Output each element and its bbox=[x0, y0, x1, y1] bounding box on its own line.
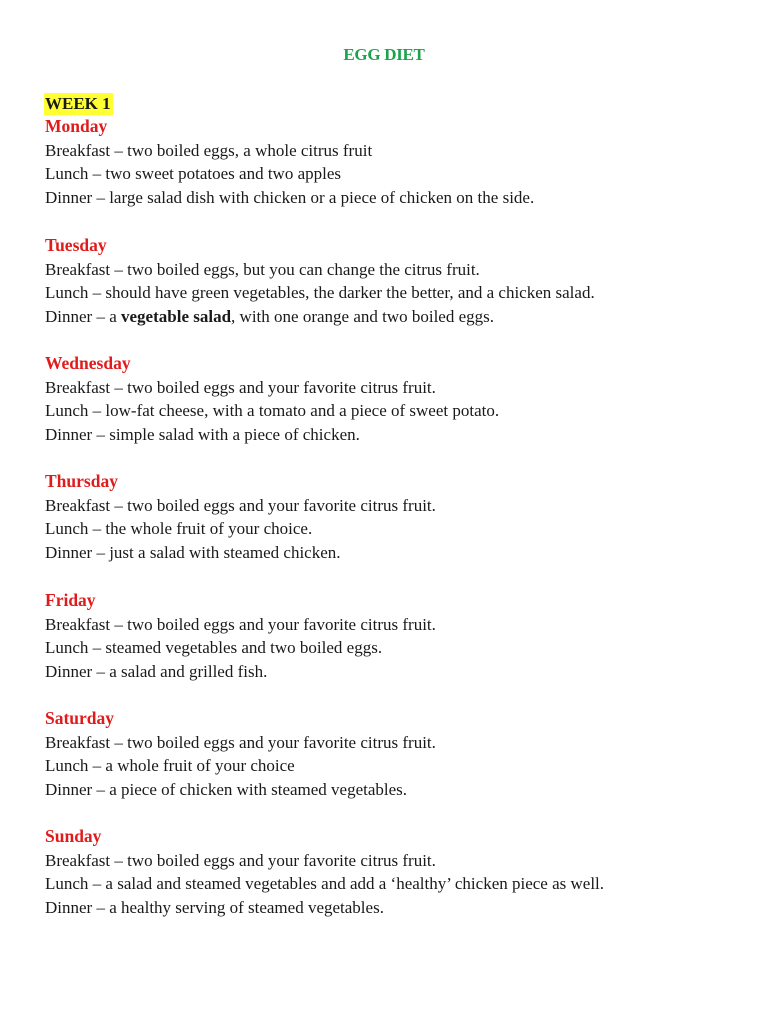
dinner-suffix: , with one orange and two boiled eggs. bbox=[231, 306, 495, 326]
day-section-monday bbox=[45, 115, 745, 209]
day-heading: Friday bbox=[45, 590, 96, 610]
day-heading: Wednesday bbox=[45, 353, 131, 373]
day-heading: Thursday bbox=[45, 471, 118, 491]
lunch-line: Lunch – the whole fruit of your choice. bbox=[45, 519, 313, 538]
day-section-sunday bbox=[45, 825, 745, 919]
lunch-line: Lunch – low-fat cheese, with a tomato and a piece of sweet potato. bbox=[45, 401, 500, 420]
breakfast-line: Breakfast – two boiled eggs and your favorite citrus fruit. bbox=[45, 377, 436, 397]
day-section-tuesday bbox=[45, 234, 745, 328]
day-heading: Monday bbox=[45, 116, 108, 136]
breakfast-line: Breakfast – two boiled eggs and your favorite citrus fruit. bbox=[45, 850, 436, 870]
day-heading: Saturday bbox=[45, 708, 115, 728]
breakfast-line: Breakfast – two boiled eggs and your favorite citrus fruit. bbox=[45, 732, 436, 752]
dinner-emphasis: vegetable salad bbox=[121, 306, 232, 326]
dinner-prefix: Dinner – a bbox=[45, 306, 122, 326]
day-section-friday bbox=[45, 589, 745, 683]
breakfast-line: Breakfast – two boiled eggs, but you can change the citrus fruit. bbox=[45, 259, 480, 279]
dinner-line: Dinner – just a salad with steamed chicken. bbox=[45, 542, 341, 562]
dinner-line: Dinner – large salad dish with chicken or a piece of chicken on the side. bbox=[45, 187, 535, 207]
day-section-thursday bbox=[45, 470, 745, 564]
breakfast-line: Breakfast – two boiled eggs and your favorite citrus fruit. bbox=[45, 495, 436, 515]
dinner-line: Dinner – a piece of chicken with steamed vegetables. bbox=[45, 779, 408, 799]
dinner-line: Dinner – simple salad with a piece of chicken. bbox=[45, 424, 360, 444]
dinner-line bbox=[45, 305, 745, 329]
lunch-line: Lunch – should have green vegetables, the darker the better, and a chicken salad. bbox=[45, 283, 595, 302]
day-section-saturday bbox=[45, 707, 745, 801]
day-heading: Tuesday bbox=[45, 235, 107, 255]
week-heading: WEEK 1 bbox=[45, 94, 111, 113]
day-section-wednesday bbox=[45, 352, 745, 446]
day-heading: Sunday bbox=[45, 826, 102, 846]
breakfast-line: Breakfast – two boiled eggs and your favorite citrus fruit. bbox=[45, 614, 436, 634]
dinner-line: Dinner – a healthy serving of steamed vegetables. bbox=[45, 897, 384, 917]
dinner-line: Dinner – a salad and grilled fish. bbox=[45, 661, 268, 681]
lunch-line: Lunch – a salad and steamed vegetables and add a ‘healthy’ chicken piece as well. bbox=[45, 874, 605, 893]
lunch-line: Lunch – two sweet potatoes and two apples bbox=[45, 164, 342, 183]
document-title: EGG DIET bbox=[343, 45, 425, 64]
lunch-line: Lunch – a whole fruit of your choice bbox=[45, 756, 295, 775]
lunch-line: Lunch – steamed vegetables and two boiled eggs. bbox=[45, 638, 383, 657]
breakfast-line: Breakfast – two boiled eggs, a whole citrus fruit bbox=[45, 140, 373, 160]
